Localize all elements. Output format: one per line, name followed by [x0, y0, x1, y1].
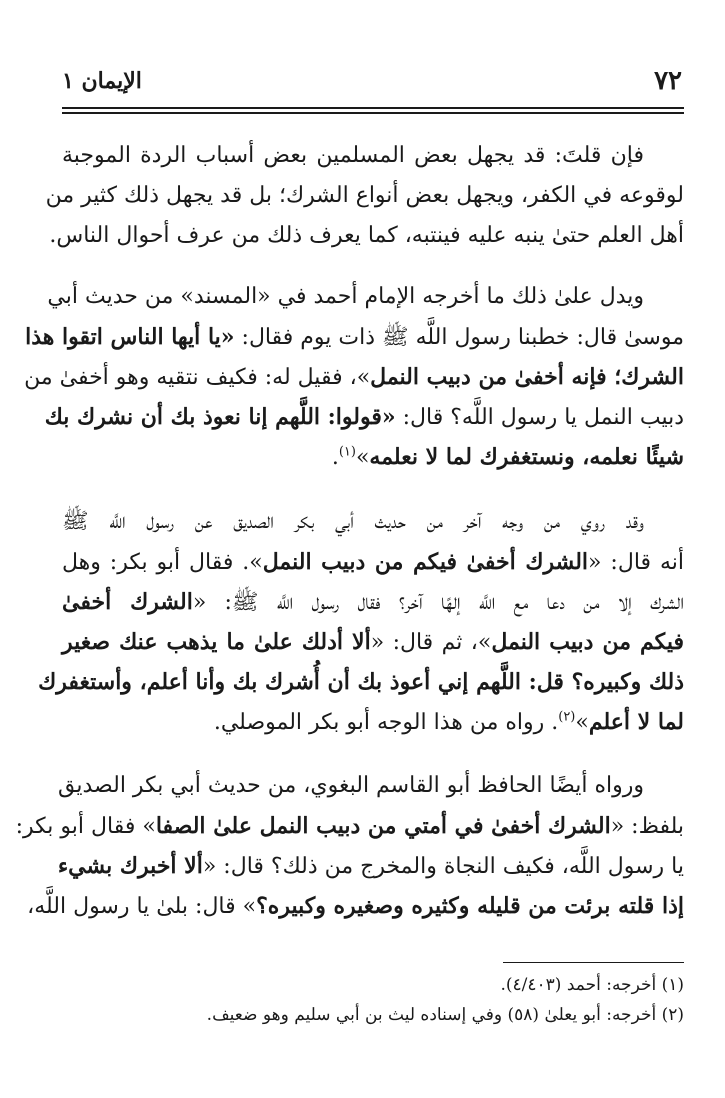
header-rule-bottom — [62, 112, 684, 114]
running-title: الإيمان ١ — [62, 68, 142, 94]
footnotes — [62, 970, 684, 1030]
text-line: فإن قلتَ: قد يجهل بعض المسلمين بعض أسباب الردة الموجبة — [62, 143, 644, 168]
footnote-1: (١) أخرجه: أحمد (٤/٤٠٣). — [500, 975, 684, 995]
text-line: أنه قال: «الشرك أخفىٰ فيكم من دبيب النمل». فقال أبو بكر: وهل — [62, 549, 684, 575]
footnote-ref-1: (١) — [338, 444, 356, 460]
text-line: ذلك وكبيره؟ قل: اللَّهم إني أعوذ بك أن أُشرك بك وأنا أعلم، وأستغفرك — [38, 669, 684, 695]
text-line: دبيب النمل يا رسول اللَّه؟ قال: «قولوا: اللَّهم إنا نعوذ بك أن نشرك بك — [44, 404, 684, 430]
footnote-2: (٢) أخرجه: أبو يعلىٰ (٥٨) وفي إسناده ليث بن أبي سليم وهو ضعيف. — [206, 1005, 684, 1025]
text-line: موسىٰ قال: خطبنا رسول اللَّه ﷺ ذات يوم فقال: «يا أيها الناس اتقوا هذا — [25, 324, 684, 350]
text-line: الشرك؛ فإنه أخفىٰ من دبيب النمل»، فقيل له: فكيف نتقيه وهو أخفىٰ من — [24, 364, 684, 390]
text-line: لما لا أعلم»$^{(٢)}$. رواه من هذا الوجه أبو بكر الموصلي. — [213, 709, 684, 735]
text-line: إذا قلته برئت من قليله وكثيره وصغيره وكبيره؟» قال: بلىٰ يا رسول اللَّه، — [27, 893, 684, 919]
header-rule-top — [62, 107, 684, 109]
text-line: الشرك إلا من دعا مع اللَّه إلهًا آخر؟ فقال رسول اللَّه ﷺ: «الشرك أخفىٰ — [62, 589, 684, 615]
text-line: ورواه أيضًا الحافظ أبو القاسم البغوي، من حديث أبي بكر الصديق — [58, 773, 644, 798]
page-header — [62, 60, 682, 100]
text-line: شيئًا نعلمه، ونستغفرك لما لا نعلمه»$^{(١)}$. — [331, 444, 684, 470]
paragraph-4 — [15, 766, 684, 926]
text-line: لوقوعه في الكفر، ويجهل بعض أنواع الشرك؛ بل قد يجهل ذلك كثير من — [45, 183, 684, 208]
text-line: بلفظ: «الشرك أخفىٰ في أمتي من دبيب النمل علىٰ الصفا» فقال أبو بكر: — [15, 813, 684, 839]
text-line: يا رسول اللَّه، فكيف النجاة والمخرج من ذلك؟ قال: «ألا أخبرك بشيء — [57, 853, 684, 879]
footnote-separator — [503, 962, 684, 963]
text-line: ويدل علىٰ ذلك ما أخرجه الإمام أحمد في «المسند» من حديث أبي — [47, 284, 644, 309]
paragraph-1 — [45, 136, 684, 256]
paragraph-3 — [38, 502, 684, 742]
text-line: فيكم من دبيب النمل»، ثم قال: «ألا أدلك علىٰ ما يذهب عنك صغير — [62, 629, 684, 655]
footnote-ref-2: (٢) — [558, 709, 576, 725]
text-line: وقد روي من وجه آخر من حديث أبي بكر الصديق عن رسول اللَّه ﷺ — [62, 509, 644, 534]
page-number: ٧٢ — [654, 66, 682, 96]
text-line: أهل العلم حتىٰ ينبه عليه فينتبه، كما يعرف ذلك من عرف أحوال الناس. — [49, 223, 684, 248]
paragraph-2 — [24, 277, 684, 477]
